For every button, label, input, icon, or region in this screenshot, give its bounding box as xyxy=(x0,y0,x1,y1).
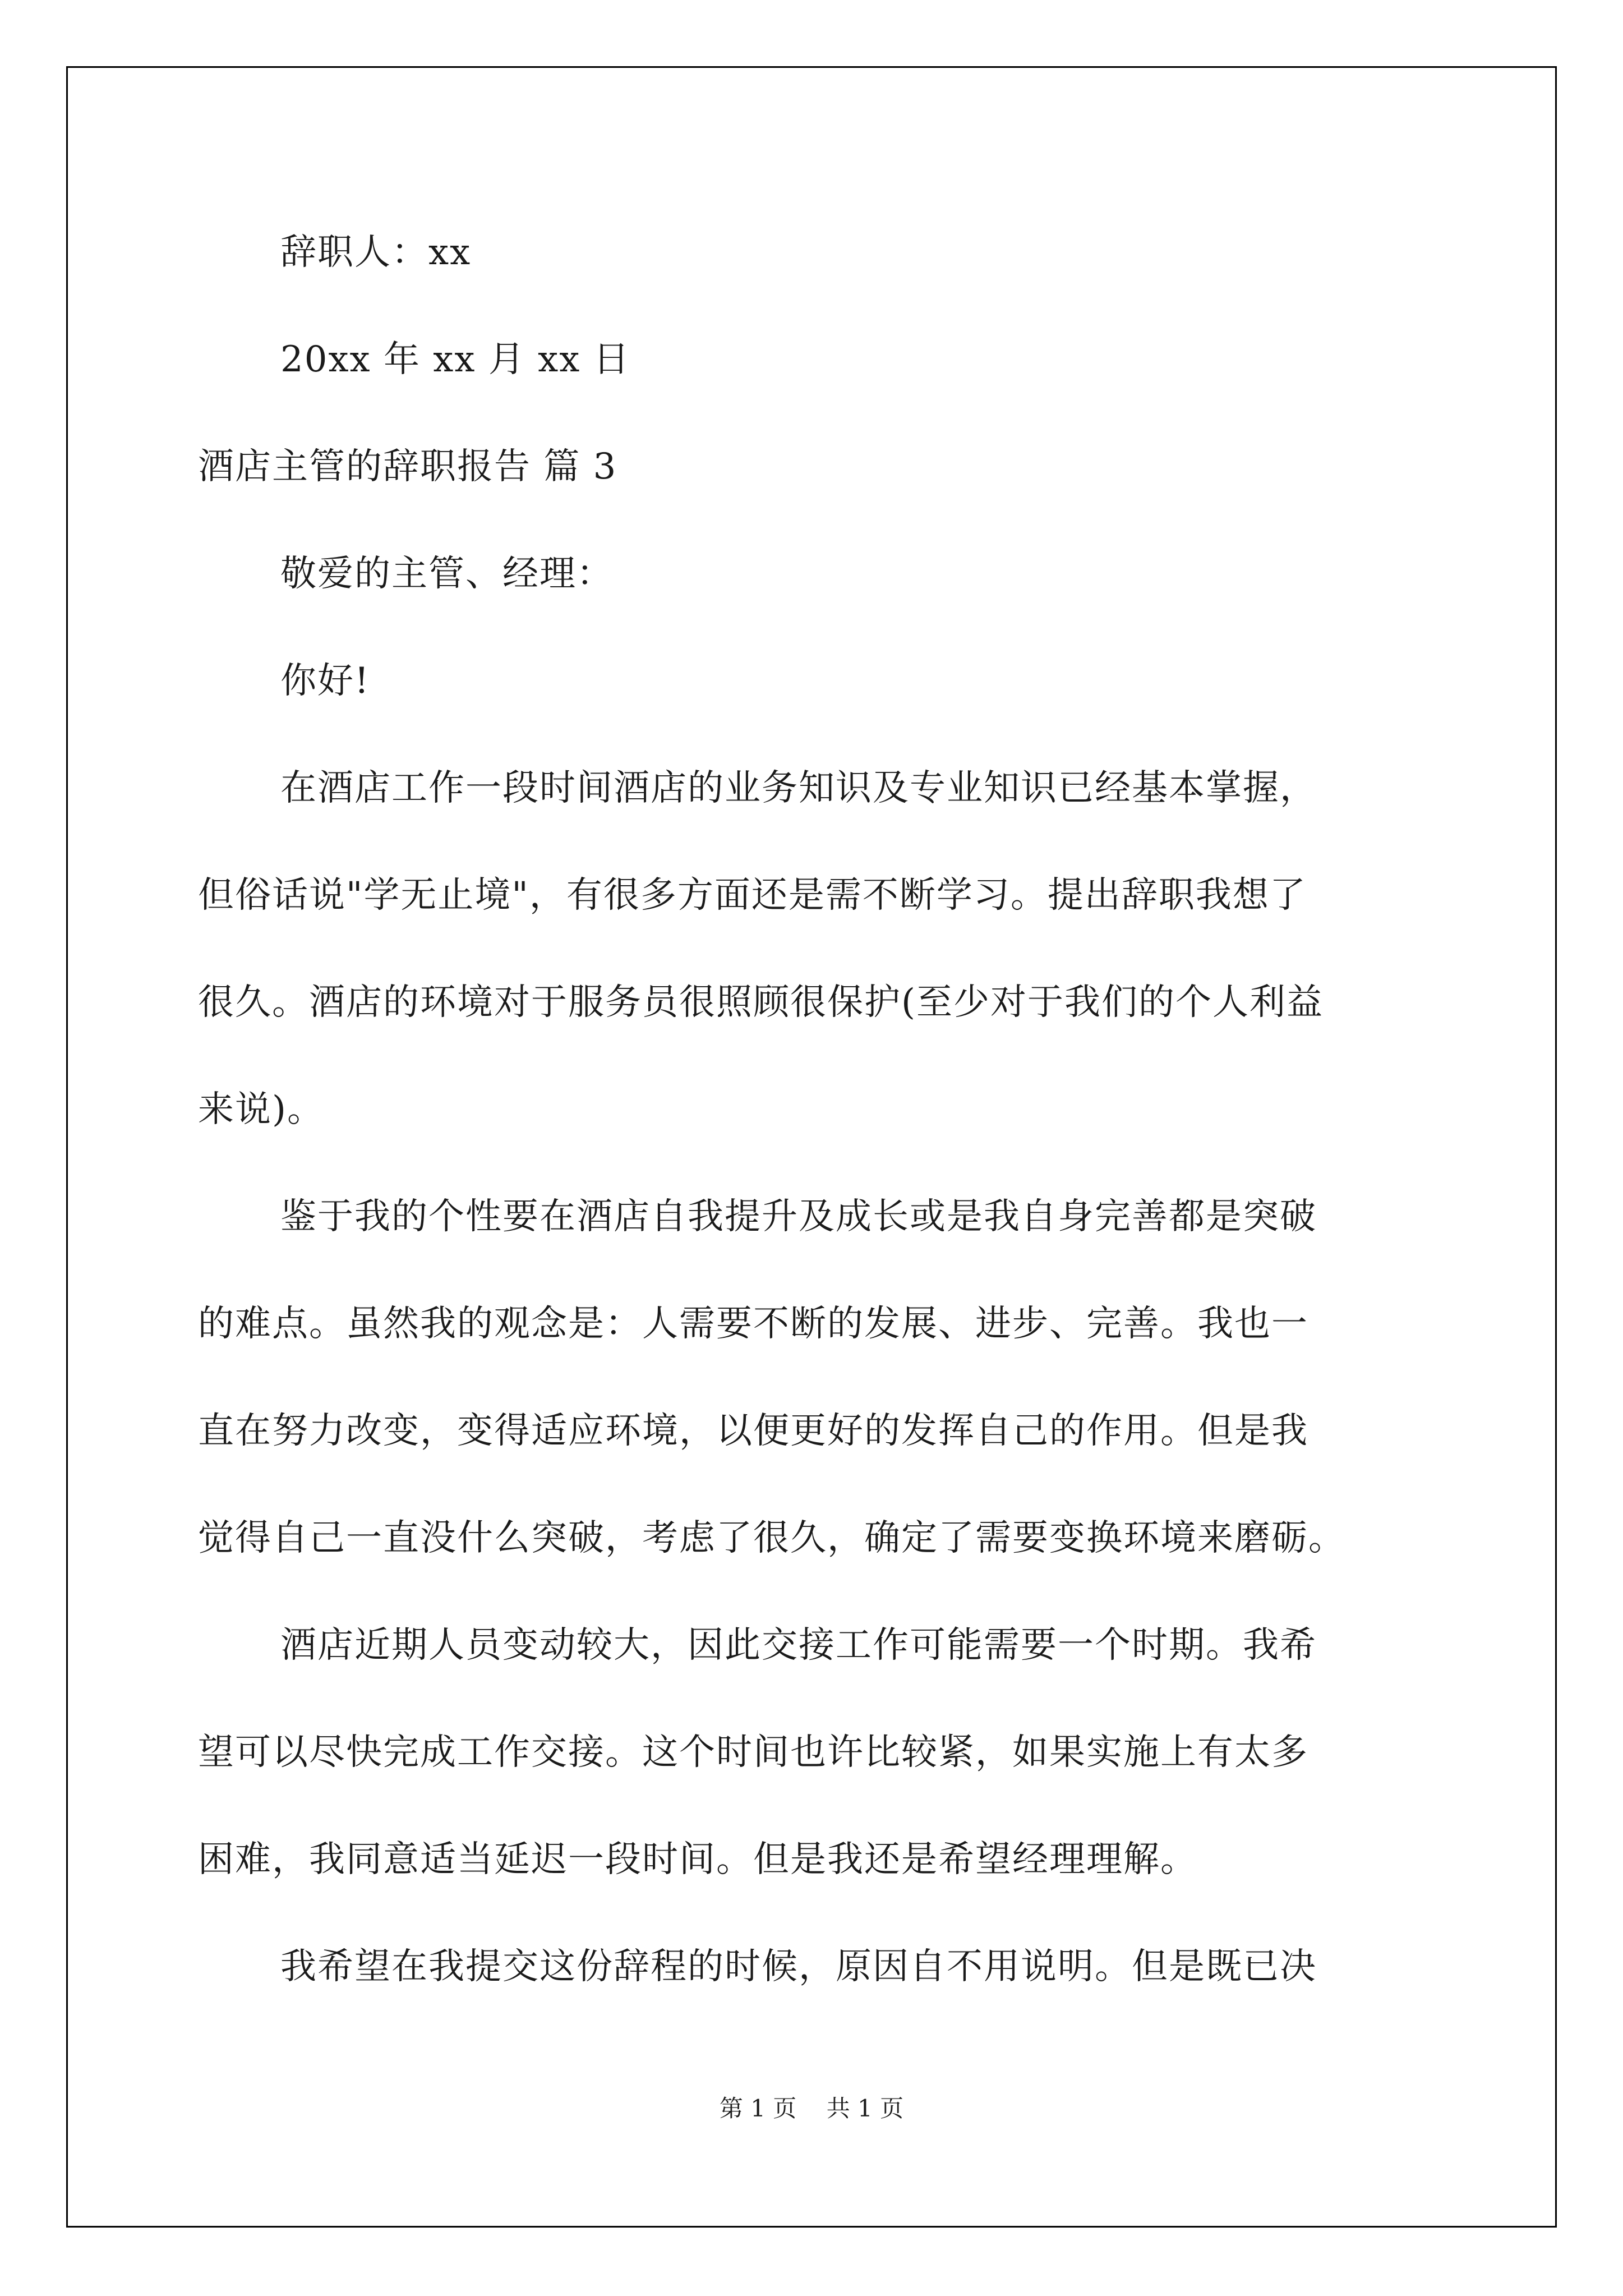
greeting: 你好! xyxy=(280,660,370,702)
body-line: 的难点。虽然我的观念是：人需要不断的发展、进步、完善。我也一 xyxy=(198,1303,1308,1345)
body-line: 望可以尽快完成工作交接。这个时间也许比较紧，如果实施上有太多 xyxy=(198,1732,1308,1773)
salutation: 敬爱的主管、经理： xyxy=(280,553,614,595)
body-line: 直在努力改变，变得适应环境，以便更好的发挥自己的作用。但是我 xyxy=(198,1410,1308,1452)
section-heading: 酒店主管的辞职报告 篇 3 xyxy=(198,446,617,487)
signature-line: 辞职人：xx xyxy=(280,232,472,273)
body-line: 来说)。 xyxy=(198,1089,324,1130)
body-line: 但俗话说"学无止境"，有很多方面还是需不断学习。提出辞职我想了 xyxy=(198,875,1307,916)
body-line: 困难，我同意适当延迟一段时间。但是我还是希望经理理解。 xyxy=(198,1839,1197,1880)
body-line: 酒店近期人员变动较大，因此交接工作可能需要一个时期。我希 xyxy=(280,1625,1317,1666)
page-footer: 第 1 页 共 1 页 xyxy=(719,2095,904,2122)
body-line: 很久。酒店的环境对于服务员很照顾很保护(至少对于我们的个人利益 xyxy=(198,982,1324,1023)
body-line: 鉴于我的个性要在酒店自我提升及成长或是我自身完善都是突破 xyxy=(280,1196,1317,1237)
body-line: 在酒店工作一段时间酒店的业务知识及专业知识已经基本掌握， xyxy=(280,767,1317,809)
date-line: 20xx 年 xx 月 xx 日 xyxy=(280,339,630,380)
body-line: 我希望在我提交这份辞程的时候，原因自不用说明。但是既已决 xyxy=(280,1946,1317,1987)
body-line: 觉得自己一直没什么突破，考虑了很久，确定了需要变换环境来磨砺。 xyxy=(198,1517,1345,1559)
page-border xyxy=(66,66,1557,2228)
